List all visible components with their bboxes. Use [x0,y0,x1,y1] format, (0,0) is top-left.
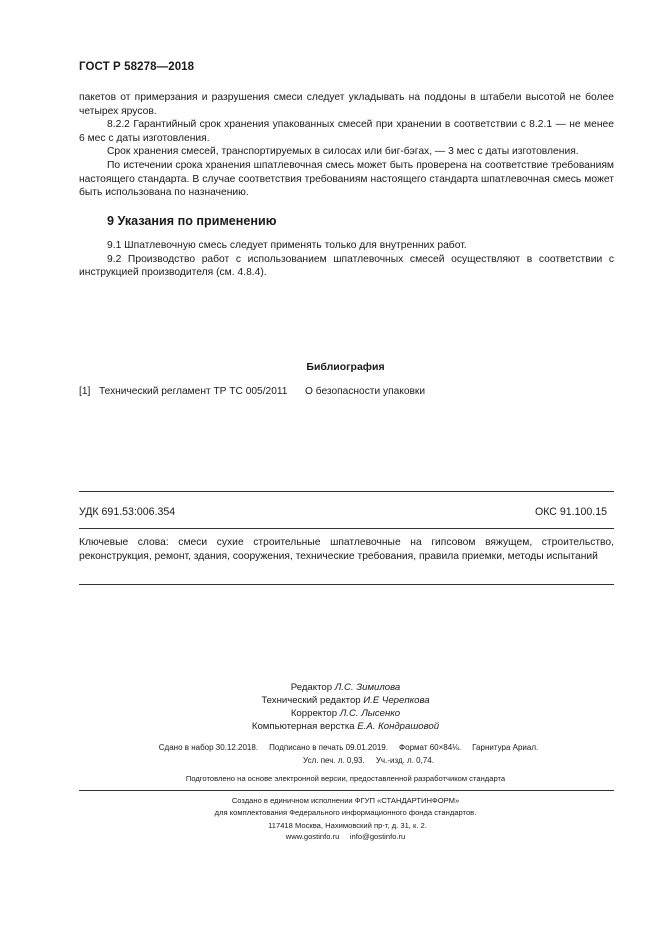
created-line: для комплектования Федерального информационного фонда стандартов. [214,808,477,817]
udk-code: УДК 691.53:006.354 [79,506,176,518]
bibliography-name: О безопасности упаковки [305,386,426,397]
divider [79,528,614,529]
credit-label: Технический редактор [261,695,361,706]
divider [79,584,614,585]
credit-name: Л.С. Зимилова [334,682,401,693]
keywords-text: Ключевые слова: смеси сухие строительные шпатлевочные на гипсовом вяжущем, строительство, реконструкция, ремонт, здания, сооружения, технические требования, правила приемки, методы испытаний [79,537,614,563]
paragraph: По истечении срока хранения шпатлевочная смесь может быть проверена на соответствие требованиям настоящего стандарта. В случае соответствия требованиям настоящего стандарта шпатлевочная смесь может быть использована по назначению. [79,159,614,199]
credit-label: Компьютерная верстка [251,721,355,732]
bibliography-document: Технический регламент ТР ТС 005/2011 [99,386,288,397]
storage-section [79,91,614,200]
bibliography-title: Библиография [306,361,385,373]
imprint-line: Усл. печ. л. 0,93. Уч.-изд. л. 0,74. [303,756,434,765]
section9-body [79,239,614,280]
section-title: 9 Указания по применению [107,214,277,228]
credit-label: Редактор [290,682,333,693]
paragraph: 8.2.2 Гарантийный срок хранения упакованных смесей при хранении в соответствии с 8.2.1 — не менее 6 мес с даты изготовления. [79,119,614,144]
paragraph: 9.1 Шпатлевочную смесь следует применять только для внутренних работ. [107,240,467,251]
divider [79,491,614,492]
created-line: Создано в единичном исполнении ФГУП «СТАНДАРТИНФОРМ» [231,796,460,805]
paragraph: 9.2 Производство работ с использованием шпатлевочных смесей осуществляют в соответствии с инструкцией производителя (см. 4.8.4). [79,253,614,279]
publisher-address: 117418 Москва, Нахимовский пр-т, д. 31, к. 2. [268,821,427,830]
paragraph: Срок хранения смесей, транспортируемых в силосах или биг-бэгах, — 3 мес с даты изготовления. [107,146,579,158]
bibliography-number: [1] [79,386,91,397]
credit-name: И.Е Черепкова [363,695,430,706]
credit-name: Л.С. Лысенко [339,708,401,719]
imprint-line: Сдано в набор 30.12.2018. Подписано в печать 09.01.2019. Формат 60×84⅛. Гарнитура Ариал. [158,743,539,752]
oks-code: ОКС 91.100.15 [535,506,608,518]
credits [0,681,661,733]
page-header: ГОСТ Р 58278—2018 [79,61,195,73]
credit-label: Корректор [290,708,338,719]
credit-name: Е.А. Кондрашовой [357,721,440,732]
publisher-contacts: www.gostinfo.ru info@gostinfo.ru [285,832,406,841]
prepared-note: Подготовлено на основе электронной версии, предоставленной разработчиком стандарта [185,774,506,783]
paragraph: пакетов от примерзания и разрушения смеси следует укладывать на поддоны в штабели высотой не более четырех ярусов. [79,92,614,117]
keywords [79,536,614,565]
divider [79,790,614,791]
